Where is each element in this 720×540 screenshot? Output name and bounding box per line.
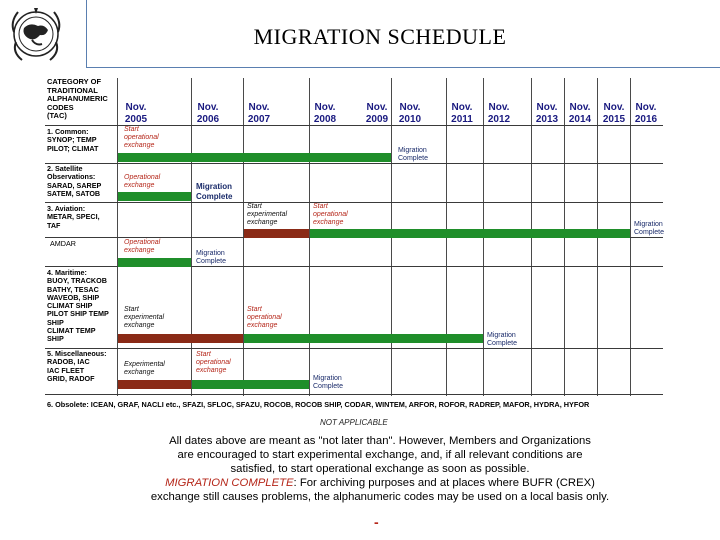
aviation-experimental-bar [244, 229, 309, 238]
year-header-2014: Nov. 2014 [568, 102, 592, 125]
year-header-2008: Nov. 2008 [313, 102, 337, 125]
maritime-operational-note: Start operational exchange [247, 306, 282, 329]
common-migration-complete-note: Migration Complete [398, 147, 428, 162]
footer-line-4: MIGRATION COMPLETE: For archiving purposes and at places where BUFR (CREX) [165, 477, 595, 489]
aviation-operational-note: Start operational exchange [313, 203, 348, 226]
footer-dash: - [374, 514, 379, 530]
year-header-2011: Nov. 2011 [451, 102, 473, 125]
category-header: CATEGORY OF TRADITIONAL ALPHANUMERIC CODES (TAC) [47, 77, 108, 121]
amdar-migration-complete-note: Migration Complete [196, 250, 226, 265]
common-operational-bar [118, 153, 391, 162]
category-obsolete: 6. Obsolete: ICEAN, GRAF, NACLI etc., SFAZI, SFLOC, SFAZU, ROCOB, ROCOB SHIP, CODAR, WINTEM, ARFOR, ROFOR, RADREP, MAFOR, HYDRA, HYFOR [47, 400, 590, 409]
row-divider [45, 348, 663, 349]
year-header-2007: Nov. 2007 [247, 102, 271, 125]
year-header-2006: Nov. 2006 [196, 102, 220, 125]
not-applicable-label: NOT APPLICABLE [320, 418, 388, 427]
common-start-operational-note: Start operational exchange [124, 126, 159, 149]
amdar-operational-bar [118, 258, 191, 267]
year-header-2013: Nov. 2013 [535, 102, 559, 125]
misc-operational-bar [192, 380, 309, 389]
migration-complete-label: MIGRATION COMPLETE [165, 477, 294, 489]
footer-line-5: exchange still causes problems, the alphanumeric codes may be used on a local basis only. [150, 491, 610, 503]
category-common: 1. Common: SYNOP; TEMP PILOT; CLIMAT [47, 127, 99, 153]
satellite-operational-note: Operational exchange [124, 174, 161, 189]
row-divider [45, 202, 663, 203]
category-maritime: 4. Maritime: BUOY, TRACKOB BATHY, TESAC WAVEOB, SHIP CLIMAT SHIP PILOT SHIP TEMP SHIP CLIMAT TEMP SHIP [47, 268, 109, 344]
header-horizontal-rule [86, 67, 720, 68]
footer-line-2: are encouraged to start experimental exchange, and, if all relevant conditions are [177, 449, 583, 461]
category-miscellaneous: 5. Miscellaneous: RADOB, IAC IAC FLEET GRID, RADOF [47, 349, 107, 383]
footer-line-1: All dates above are meant as "not later than". However, Members and Organizations [169, 435, 591, 447]
page-title: MIGRATION SCHEDULE [253, 24, 507, 49]
row-divider [45, 163, 663, 164]
year-header-2005: Nov. 2005 [124, 102, 148, 125]
category-aviation: 3. Aviation: METAR, SPECI, TAF [47, 204, 100, 230]
year-header-2015: Nov. 2015 [602, 102, 626, 125]
year-header-2016: Nov. 2016 [634, 102, 658, 125]
misc-operational-note: Start operational exchange [196, 351, 231, 374]
misc-experimental-note: Experimental exchange [124, 361, 165, 376]
aviation-experimental-note: Start experimental exchange [247, 203, 288, 226]
footer-line-3: satisfied, to start operational exchange as soon as possible. [230, 463, 530, 475]
misc-experimental-bar [118, 380, 191, 389]
maritime-experimental-bar [118, 334, 243, 343]
category-amdar: AMDAR [50, 239, 76, 248]
satellite-migration-complete-note: Migration Complete [196, 182, 233, 201]
year-header-2012: Nov. 2012 [487, 102, 511, 125]
year-header-2010: Nov. 2010 [398, 102, 422, 125]
aviation-operational-bar [310, 229, 630, 238]
satellite-operational-bar [118, 192, 191, 201]
amdar-operational-note: Operational exchange [124, 239, 161, 254]
category-satellite: 2. Satellite Observations: SARAD, SAREP SATEM, SATOB [47, 164, 102, 198]
maritime-operational-bar [244, 334, 483, 343]
aviation-migration-complete-note: Migration Complete [634, 221, 664, 236]
maritime-migration-complete-note: Migration Complete [487, 332, 517, 347]
misc-migration-complete-note: Migration Complete [313, 375, 343, 390]
maritime-experimental-note: Start experimental exchange [124, 306, 165, 329]
row-divider [45, 394, 663, 395]
year-header-2009: Nov. 2009 [365, 102, 389, 125]
